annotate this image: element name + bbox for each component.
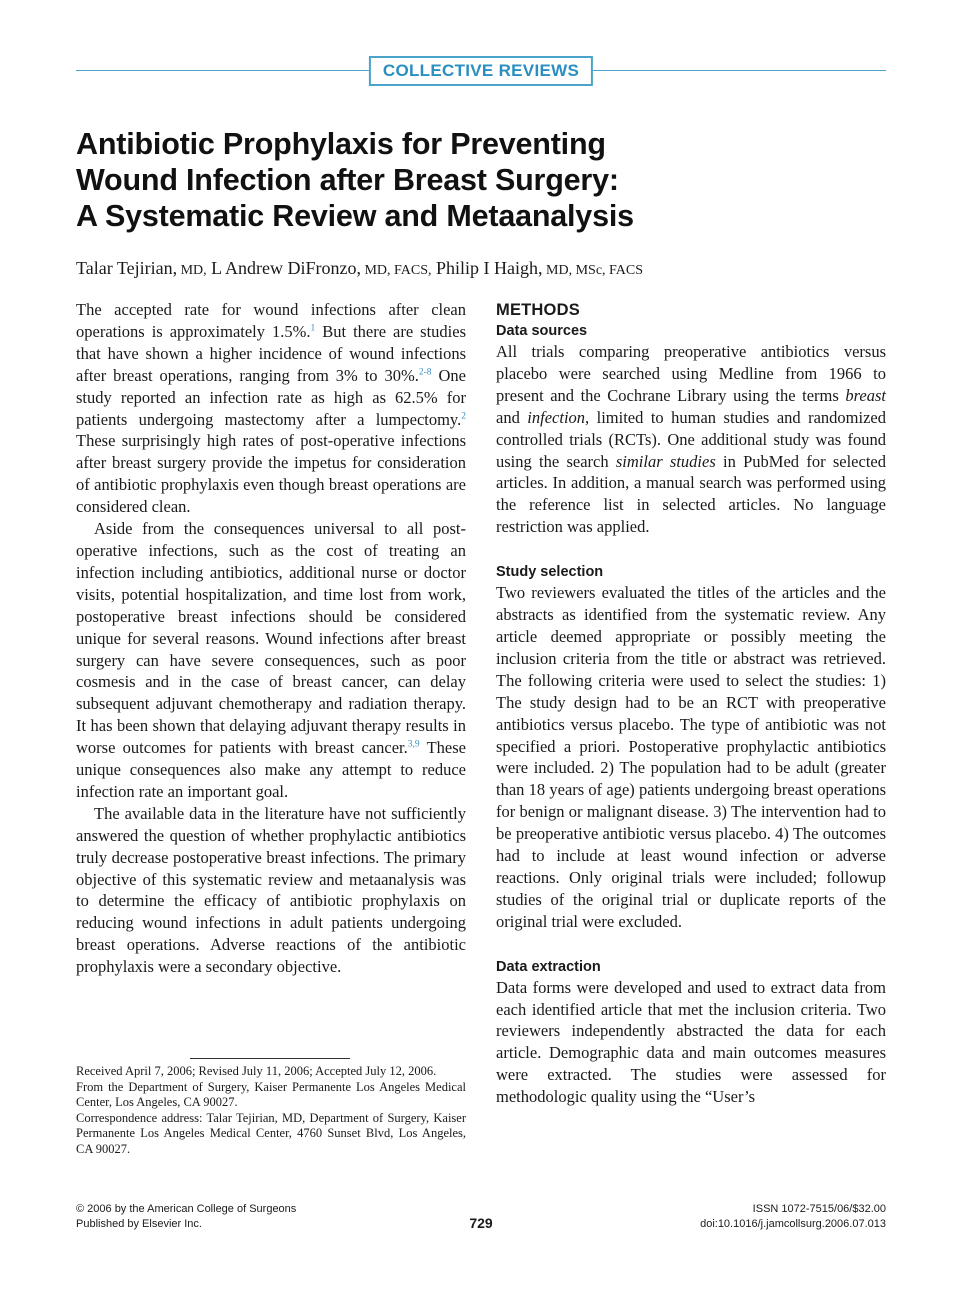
page-number: 729 xyxy=(469,1215,493,1231)
affiliation: From the Department of Surgery, Kaiser Permanente Los Angeles Medical Center, Los Angeles, CA 90027. xyxy=(76,1079,466,1110)
title-line: Antibiotic Prophylaxis for Preventing xyxy=(76,127,606,161)
data-sources-heading: Data sources xyxy=(496,323,588,339)
left-column xyxy=(76,299,466,978)
right-column xyxy=(496,299,886,1108)
methods-heading: METHODS xyxy=(496,301,580,319)
data-extraction-paragraph: Data forms were developed and used to extract data from each identified article that met the inclusion criteria. Two reviewers independently abstracted the data for each article. Demographic data and main outcomes measures were extracted. The studies were assessed for methodologic quality using the “User’s xyxy=(496,977,886,1107)
copyright: © 2006 by the American College of Surgeons xyxy=(76,1203,297,1215)
intro-paragraph-1: The accepted rate for wound infections after clean operations is approximately 1.5%.$^1$ But there are studies that have shown a higher incidence of wound infections after breast operations, ranging from 3% to 30%.$^{2-8}$ One study reported an infection rate as high as 62.5% for patients undergoing mastectomy after a lumpectomy.$^2$ These surprisingly high rates of post-operative infections after breast surgery provide the impetus for consideration of antibiotic prophylaxis even though breast operations are considered clean. xyxy=(76,300,466,517)
article-title xyxy=(76,126,886,234)
citation-ref[interactable]: 3,9 xyxy=(407,739,420,750)
author-name: L Andrew DiFronzo, xyxy=(206,258,361,278)
data-sources-paragraph: All trials comparing preoperative antibiotics versus placebo were searched using Medline from 1966 to present and the Cochrane Library using the terms breast and infection, limited to human studies and randomized controlled trials (RCTs). One additional study was found using the search similar studies in PubMed for selected articles. In addition, a manual search was performed using the reference list in selected articles. No language restriction was applied. xyxy=(496,342,886,537)
intro-paragraph-2: Aside from the consequences universal to all post-operative infections, such as the cost of treating an infection including antibiotics, additional nurse or doctor visits, potential hospitalization, and time lost from work, postoperative breast infections should be considered unique for several reasons. Wound infections after breast surgery can have severe consequences, such as poor cosmesis and in the case of breast cancer, can delay subsequent adjuvant chemotherapy and radiation therapy. It has been shown that delaying adjuvant therapy results in worse outcomes for patients with breast cancer.$^{3,9}$ These unique consequences also make any attempt to reduce infection rate an important goal. xyxy=(76,519,467,801)
author-name: Philip I Haigh, xyxy=(431,258,543,278)
article-notes xyxy=(76,1058,466,1158)
study-selection-heading: Study selection xyxy=(496,564,604,581)
author-degrees: MD, xyxy=(177,263,207,278)
section-header xyxy=(76,56,886,84)
study-selection-paragraph: Two reviewers evaluated the titles of the articles and the abstracts as identified from the systematic review. Any article deemed appropriate or possibly meeting the inclusion criteria from the title or abstract was retrieved. The following criteria were used to select the studies: 1) The study design had to be an RCT with preoperative antibiotics versus placebo. The type of antibiotic was not specified a priori. Postoperative prophylactic antibiotics were included. 2) The population had to be adult (greater than 18 years of age) patients undergoing breast operations for benign or malignant disease. 3) The intervention had to be preoperative antibiotic versus placebo. 4) The outcomes had to include at least wound infection or adverse reactions. Only original trials were included; followup studies of the original trial or duplicate reports of the original trial were excluded. xyxy=(496,583,886,931)
title-line: A Systematic Review and Metaanalysis xyxy=(76,199,634,233)
title-line: Wound Infection after Breast Surgery: xyxy=(76,163,619,197)
citation-ref[interactable]: 2-8 xyxy=(418,367,432,378)
doi: doi:10.1016/j.jamcollsurg.2006.07.013 xyxy=(700,1218,886,1230)
received-dates: Received April 7, 2006; Revised July 11, 2006; Accepted July 12, 2006. xyxy=(76,1064,437,1078)
author-name: Talar Tejirian, xyxy=(76,258,178,278)
notes-rule xyxy=(190,1058,350,1059)
publisher: Published by Elsevier Inc. xyxy=(76,1218,202,1230)
data-extraction-heading: Data extraction xyxy=(496,958,601,975)
page-footer xyxy=(76,1202,886,1236)
author-list xyxy=(76,256,886,283)
intro-paragraph-3: The available data in the literature have not sufficiently answered the question of whether prophylactic antibiotics truly decrease postoperative breast infections. The primary objective of this systematic review and metaanalysis was to determine the efficacy of antibiotic prophylaxis on reducing wound infections in adult patients undergoing breast operations. Adverse reactions of the antibiotic prophylaxis were a secondary objective. xyxy=(76,803,466,977)
issn: ISSN 1072-7515/06/$32.00 xyxy=(752,1203,886,1215)
author-degrees: MD, MSc, FACS xyxy=(542,263,644,278)
author-degrees: MD, FACS, xyxy=(360,263,432,278)
citation-ref[interactable]: 1 xyxy=(310,323,316,334)
citation-ref[interactable]: 2 xyxy=(461,411,466,422)
correspondence-address: Correspondence address: Talar Tejirian, MD, Department of Surgery, Kaiser Permanente Los Angeles Medical Center, 4760 Sunset Blvd, Los Angeles, CA 90027. xyxy=(76,1110,466,1156)
footer-right xyxy=(700,1202,886,1232)
section-label: COLLECTIVE REVIEWS xyxy=(369,56,593,86)
